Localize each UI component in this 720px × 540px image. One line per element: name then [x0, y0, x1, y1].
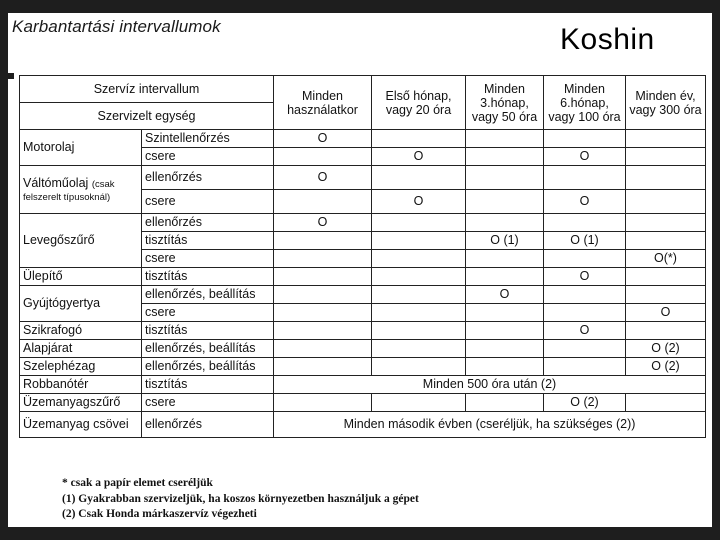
- interval-mark-cell: [274, 358, 372, 376]
- interval-mark-cell: [544, 304, 626, 322]
- interval-mark-cell: O (1): [544, 232, 626, 250]
- interval-mark-cell: O: [372, 190, 466, 214]
- unit-name: Ülepítő: [23, 269, 63, 283]
- interval-mark-cell: [274, 190, 372, 214]
- interval-mark-cell: O: [544, 322, 626, 340]
- interval-mark-cell: [466, 322, 544, 340]
- interval-mark-cell: O(*): [626, 250, 706, 268]
- table-row: [20, 412, 706, 438]
- operation-cell: csere: [142, 304, 274, 322]
- unit-name: Robbanótér: [23, 377, 89, 391]
- unit-note: (csak felszerelt típusoknál): [23, 178, 115, 203]
- interval-mark-cell: [274, 268, 372, 286]
- interval-mark-cell: [626, 166, 706, 190]
- unit-cell: [20, 322, 142, 340]
- interval-mark-cell: [372, 340, 466, 358]
- footnote: (1) Gyakrabban szervizeljük, ha koszos környezetben használjuk a gépet: [62, 492, 419, 505]
- column-header: Minden év, vagy 300 óra: [626, 76, 706, 130]
- interval-mark-cell: [626, 322, 706, 340]
- table-row: [20, 286, 706, 304]
- maintenance-table-body: [20, 76, 706, 438]
- table-row: [20, 340, 706, 358]
- interval-mark-cell: O: [274, 130, 372, 148]
- interval-mark-cell: [274, 250, 372, 268]
- interval-mark-cell: [372, 394, 466, 412]
- column-header: Minden 6.hónap, vagy 100 óra: [544, 76, 626, 130]
- operation-cell: tisztítás: [142, 268, 274, 286]
- interval-mark-cell: [372, 286, 466, 304]
- operation-cell: ellenőrzés, beállítás: [142, 358, 274, 376]
- unit-name: Alapjárat: [23, 341, 73, 355]
- interval-mark-cell: [466, 130, 544, 148]
- interval-mark-cell: O: [274, 214, 372, 232]
- operation-cell: csere: [142, 190, 274, 214]
- column-header: Minden 3.hónap, vagy 50 óra: [466, 76, 544, 130]
- interval-mark-cell: [372, 358, 466, 376]
- operation-cell: Szintellenőrzés: [142, 130, 274, 148]
- interval-mark-cell: O (2): [544, 394, 626, 412]
- unit-cell: [20, 268, 142, 286]
- unit-name: Szikrafogó: [23, 323, 83, 337]
- footnote: (2) Csak Honda márkaszervíz végezheti: [62, 508, 257, 520]
- interval-mark-cell: [544, 358, 626, 376]
- unit-cell: [20, 376, 142, 394]
- operation-cell: tisztítás: [142, 322, 274, 340]
- interval-mark-cell: [466, 190, 544, 214]
- interval-mark-cell: [466, 358, 544, 376]
- unit-cell: [20, 340, 142, 358]
- interval-mark-cell: [544, 214, 626, 232]
- unit-cell: [20, 358, 142, 376]
- interval-mark-cell: O (2): [626, 340, 706, 358]
- interval-mark-cell: [626, 190, 706, 214]
- interval-mark-cell: [372, 232, 466, 250]
- table-row: [20, 166, 706, 190]
- interval-mark-cell: [372, 130, 466, 148]
- interval-mark-cell: [274, 232, 372, 250]
- interval-mark-cell: [466, 394, 544, 412]
- interval-mark-cell: [466, 304, 544, 322]
- operation-cell: csere: [142, 250, 274, 268]
- operation-cell: csere: [142, 148, 274, 166]
- interval-mark-cell: [466, 148, 544, 166]
- interval-mark-cell: O: [466, 286, 544, 304]
- interval-mark-cell: [626, 148, 706, 166]
- service-interval-header: Szervíz intervallum: [20, 76, 274, 103]
- document-title: Karbantartási intervallumok: [12, 17, 221, 36]
- unit-name: Levegőszűrő: [23, 233, 95, 247]
- interval-mark-cell: [626, 268, 706, 286]
- table-row: [20, 394, 706, 412]
- unit-name: Váltóműolaj: [23, 175, 89, 190]
- interval-mark-cell: O: [626, 304, 706, 322]
- interval-mark-cell: [544, 250, 626, 268]
- table-row: [20, 268, 706, 286]
- maintenance-table: [19, 75, 706, 438]
- interval-mark-cell: [274, 286, 372, 304]
- unit-cell: [20, 286, 142, 322]
- operation-cell: ellenőrzés, beállítás: [142, 286, 274, 304]
- interval-mark-cell: O: [544, 268, 626, 286]
- interval-mark-cell: [626, 214, 706, 232]
- unit-name: Gyújtógyertya: [23, 296, 101, 310]
- interval-mark-cell: [626, 232, 706, 250]
- operation-cell: ellenőrzés, beállítás: [142, 340, 274, 358]
- interval-mark-cell: [372, 322, 466, 340]
- interval-mark-cell: [544, 340, 626, 358]
- unit-cell: [20, 214, 142, 268]
- footnote: * csak a papír elemet cseréljük: [62, 477, 213, 489]
- interval-mark-cell: [544, 166, 626, 190]
- unit-name: Üzemanyagszűrő: [23, 395, 121, 409]
- interval-mark-cell: [274, 322, 372, 340]
- interval-mark-cell: [466, 214, 544, 232]
- interval-mark-cell: [544, 130, 626, 148]
- unit-name: Szelephézag: [23, 359, 96, 373]
- column-header: Első hónap, vagy 20 óra: [372, 76, 466, 130]
- interval-mark-cell: O: [372, 148, 466, 166]
- interval-mark-cell: O (2): [626, 358, 706, 376]
- operation-cell: ellenőrzés: [142, 166, 274, 190]
- interval-mark-cell: [372, 214, 466, 232]
- unit-cell: [20, 166, 142, 214]
- interval-mark-cell: [466, 250, 544, 268]
- unit-cell: [20, 130, 142, 166]
- table-row: [20, 358, 706, 376]
- brand-name: Koshin: [560, 23, 655, 56]
- interval-mark-cell: [274, 394, 372, 412]
- interval-mark-cell: [372, 250, 466, 268]
- interval-mark-cell: [466, 166, 544, 190]
- interval-note-cell: Minden második évben (cseréljük, ha szükséges (2)): [274, 412, 706, 438]
- operation-cell: csere: [142, 394, 274, 412]
- unit-name: Üzemanyag csövei: [23, 417, 129, 431]
- table-row: [20, 130, 706, 148]
- table-row: [20, 322, 706, 340]
- interval-mark-cell: [626, 286, 706, 304]
- interval-mark-cell: [372, 166, 466, 190]
- interval-mark-cell: [274, 340, 372, 358]
- column-header: Minden használatkor: [274, 76, 372, 130]
- header-row-top: [20, 76, 706, 103]
- operation-cell: ellenőrzés: [142, 412, 274, 438]
- interval-mark-cell: O: [544, 190, 626, 214]
- slide-top-border: [0, 0, 720, 13]
- interval-mark-cell: [626, 130, 706, 148]
- interval-note-cell: Minden 500 óra után (2): [274, 376, 706, 394]
- corner-mark: [8, 73, 14, 79]
- document-sheet: [8, 13, 712, 527]
- interval-mark-cell: O (1): [466, 232, 544, 250]
- unit-cell: [20, 412, 142, 438]
- operation-cell: ellenőrzés: [142, 214, 274, 232]
- unit-cell: [20, 394, 142, 412]
- interval-mark-cell: [626, 394, 706, 412]
- unit-name: Motorolaj: [23, 140, 75, 154]
- interval-mark-cell: [466, 268, 544, 286]
- table-row: [20, 376, 706, 394]
- serviced-unit-header: Szervizelt egység: [20, 103, 274, 130]
- footnotes: [62, 476, 419, 523]
- interval-mark-cell: [544, 286, 626, 304]
- interval-mark-cell: [372, 304, 466, 322]
- interval-mark-cell: [274, 304, 372, 322]
- interval-mark-cell: [274, 148, 372, 166]
- interval-mark-cell: O: [544, 148, 626, 166]
- interval-mark-cell: [372, 268, 466, 286]
- interval-mark-cell: [466, 340, 544, 358]
- interval-mark-cell: O: [274, 166, 372, 190]
- table-row: [20, 214, 706, 232]
- operation-cell: tisztítás: [142, 376, 274, 394]
- operation-cell: tisztítás: [142, 232, 274, 250]
